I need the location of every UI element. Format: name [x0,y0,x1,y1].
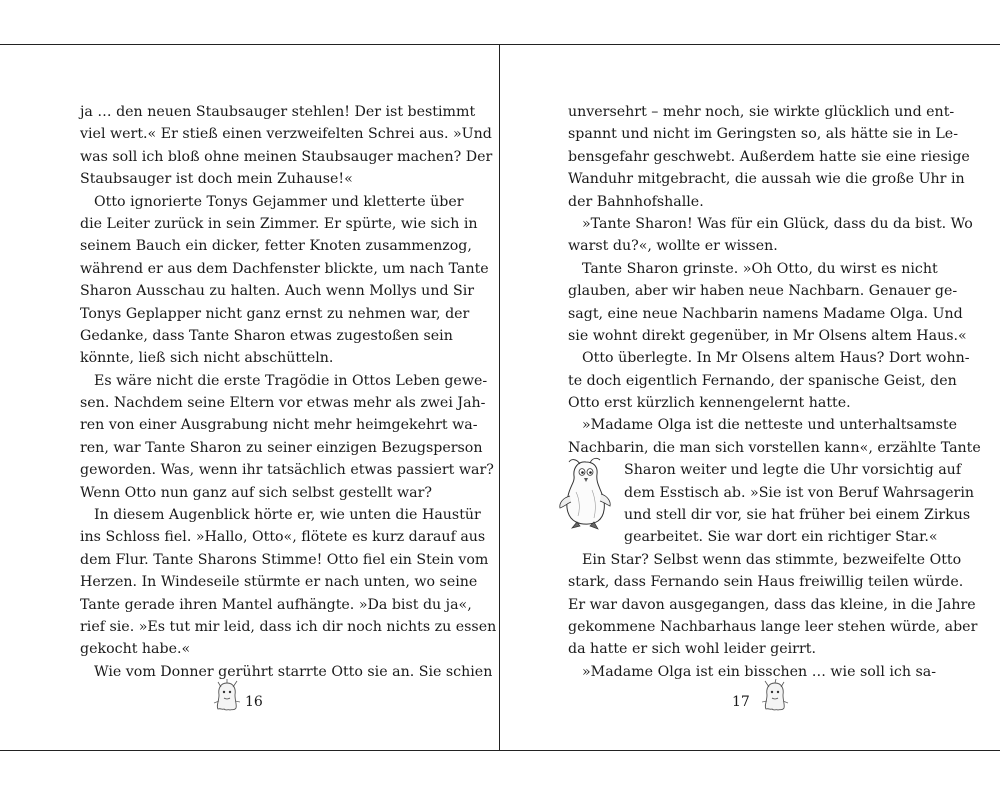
text-line: gekommene Nachbarhaus lange leer stehen würde, aber [568,618,978,635]
text-line: »Madame Olga ist die netteste und unterhaltsamste [582,417,957,434]
text-line: Er war davon ausgegangen, dass das kleine, in die Jahre [568,596,976,613]
text-line: ren von einer Ausgrabung nicht mehr heimgekehrt wa- [80,417,478,434]
text-line: te doch eigentlich Fernando, der spanische Geist, den [568,372,957,389]
text-line: Tante gerade ihren Mantel aufhängte. »Da bist du ja«, [80,596,472,613]
text-line: Nachbarin, die man sich vorstellen kann«, erzählte Tante [568,439,981,456]
text-line: Wanduhr mitgebracht, die aussah wie die große Uhr in [568,171,965,188]
text-line: Es wäre nicht die erste Tragödie in Ottos Leben gewe- [94,372,488,389]
page-number: 16 [245,694,263,710]
right-page [500,45,1000,750]
text-line: glauben, aber wir haben neue Nachbarn. Genauer ge- [568,283,958,300]
text-line: stark, dass Fernando sein Haus freiwillig teilen würde. [568,574,964,591]
text-line: warst du?«, wollte er wissen. [568,238,778,255]
text-line: Tonys Geplapper nicht ganz ernst zu nehmen war, der [80,305,470,322]
text-line: ren, war Tante Sharon zu seiner einzigen Bezugsperson [80,439,483,456]
text-line: während er aus dem Dachfenster blickte, um nach Tante [80,260,489,277]
page-number: 17 [732,694,750,710]
text-line: Sharon weiter und legte die Uhr vorsichtig auf [624,462,962,479]
text-line: Wenn Otto nun ganz auf sich selbst gestellt war? [80,484,432,501]
text-line: seinem Bauch ein dicker, fetter Knoten zusammenzog, [80,238,472,255]
text-line: Herzen. In Windeseile stürmte er nach unten, wo seine [80,574,478,591]
ghost-ornament-icon [760,679,790,713]
text-line: viel wert.« Er stieß einen verzweifelten Schrei aus. »Und [80,126,492,143]
text-line: ja … den neuen Staubsauger stehlen! Der ist bestimmt [80,104,476,120]
text-line: bensgefahr geschwebt. Außerdem hatte sie eine riesige [568,148,970,165]
text-line: da hatte er sich wohl leider geirrt. [568,641,816,658]
text-line: sagt, eine neue Nachbarin namens Madame Olga. Und [568,305,963,322]
text-line: und stell dir vor, sie hat früher bei einem Zirkus [624,507,971,524]
text-line: dem Flur. Tante Sharons Stimme! Otto fiel ein Stein vom [80,551,489,568]
text-line: geworden. Was, wenn ihr tatsächlich etwas passiert war? [80,462,494,479]
text-line: Ein Star? Selbst wenn das stimmte, bezweifelte Otto [582,551,962,568]
text-line: Gedanke, dass Tante Sharon etwas zugestoßen sein [80,327,453,344]
text-line: »Madame Olga ist ein bisschen … wie soll ich sa- [582,663,937,680]
text-line: Otto ignorierte Tonys Gejammer und kletterte über [94,193,464,210]
text-line: unversehrt – mehr noch, sie wirkte glücklich und ent- [568,104,955,120]
text-line: Tante Sharon grinste. »Oh Otto, du wirst es nicht [582,260,938,277]
text-line: der Bahnhofshalle. [568,193,704,210]
text-line: könnte, ließ sich nicht abschütteln. [80,350,334,367]
text-line: Wie vom Donner gerührt starrte Otto sie an. Sie schien [94,663,493,680]
text-line: »Tante Sharon! Was für ein Glück, dass du da bist. Wo [582,215,973,232]
penguin-ghost-illustration [556,456,612,532]
text-line: dem Esstisch ab. »Sie ist von Beruf Wahrsagerin [624,484,975,501]
text-line: spannt und nicht im Geringsten so, als hätte sie in Le- [568,126,958,143]
text-line: In diesem Augenblick hörte er, wie unten die Haustür [94,507,481,524]
text-line: sie wohnt direkt gegenüber, in Mr Olsens altem Haus.« [568,327,967,344]
text-line: gearbeitet. Sie war dort ein richtiger Star.« [624,529,938,546]
text-line: was soll ich bloß ohne meinen Staubsauger machen? Der [80,148,493,165]
left-page-text [80,101,497,683]
text-line: die Leiter zurück in sein Zimmer. Er spürte, wie sich in [80,215,478,232]
text-line: gekocht habe.« [80,641,191,658]
text-line: Staubsauger ist doch mein Zuhause!« [80,171,353,188]
book-spread [0,44,1000,751]
text-line: Otto erst kürzlich kennengelernt hatte. [568,395,851,412]
text-line: ins Schloss fiel. »Hallo, Otto«, flötete es kurz darauf aus [80,529,486,546]
text-line: rief sie. »Es tut mir leid, dass ich dir noch nichts zu essen [80,618,497,635]
text-line: sen. Nachdem seine Eltern vor etwas mehr als zwei Jah- [80,395,486,412]
text-line: Sharon Ausschau zu halten. Auch wenn Mollys und Sir [80,283,475,300]
left-page [0,45,499,750]
text-line: Otto überlegte. In Mr Olsens altem Haus? Dort wohn- [582,350,970,367]
ghost-ornament-icon [212,679,242,713]
right-page-text [568,101,981,683]
